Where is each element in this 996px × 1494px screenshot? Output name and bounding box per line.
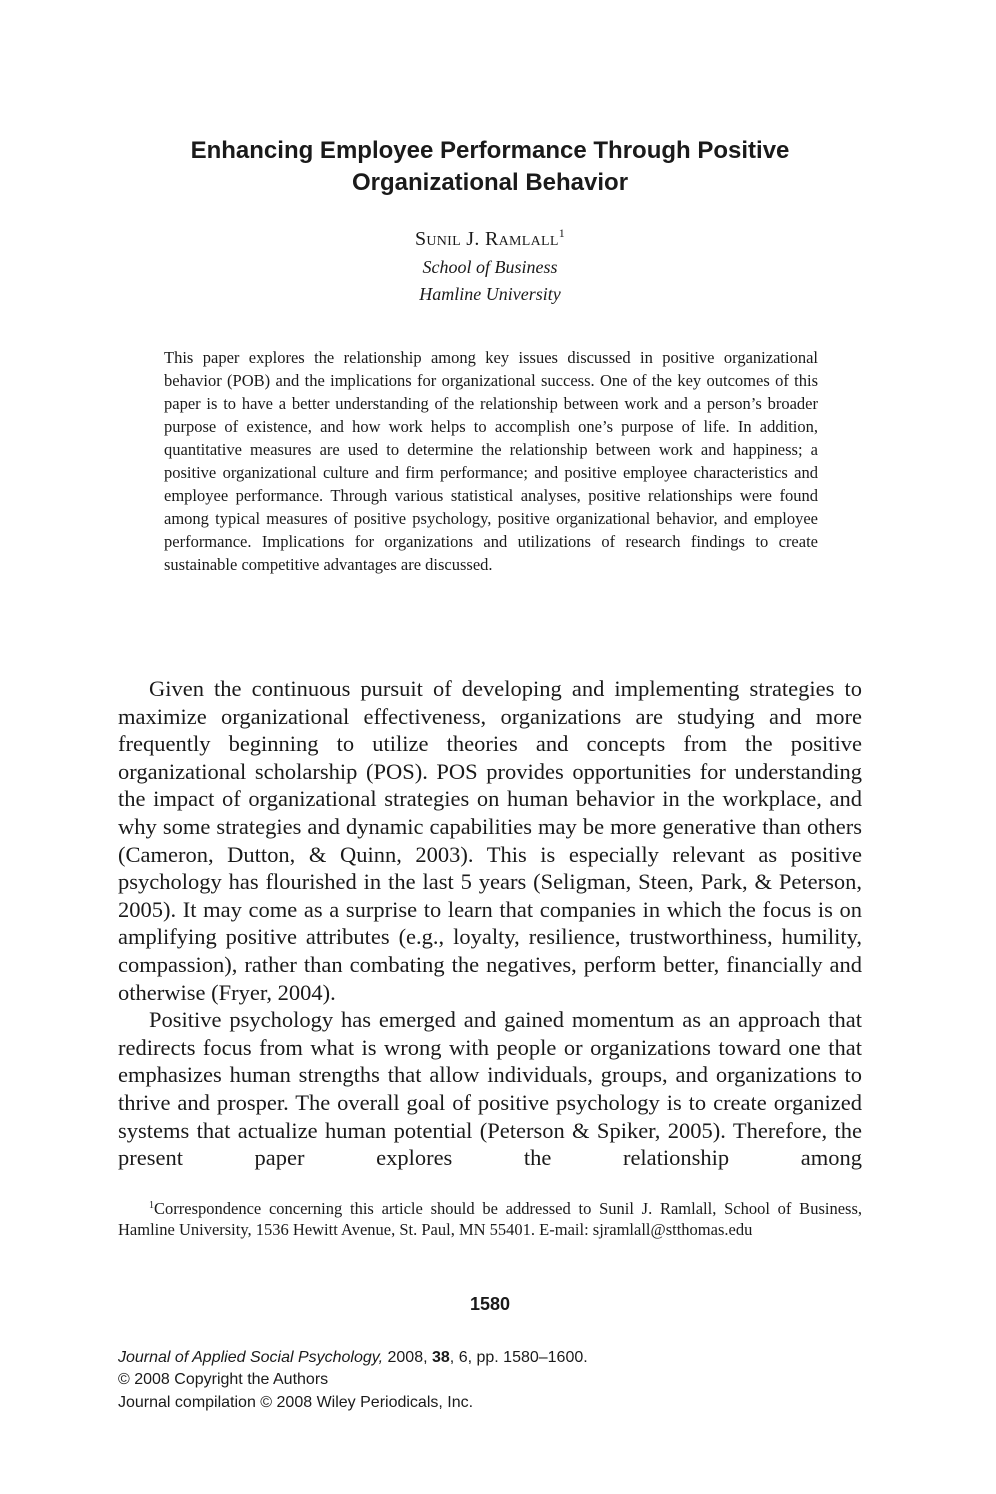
author-school: School of Business [422,257,558,277]
journal-name: Journal of Applied Social Psychology, [118,1349,384,1366]
paper-title-line-1: Enhancing Employee Performance Through Positive [190,137,790,164]
footnote-text: Correspondence concerning this article should be addressed to Sunil J. Ramlall, School of Business, Hamline University, 1536 Hewitt Avenue, St. Paul, MN 55401. E-mail: sjramlall@stthomas.edu [118,1199,862,1239]
author-name: Sunil J. Ramlall [414,228,559,250]
body-text [118,675,862,1172]
body-paragraph-1: Given the continuous pursuit of developing and implementing strategies to maximize organizational effectiveness, organizations are studying and more frequently beginning to utilize theories and concepts from the positive organizational scholarship (POS). POS provides opportunities for understanding the impact of organizational strategies on human behavior in the workplace, and why some strategies and dynamic capabilities may be more generative than others (Cameron, Dutton, & Quinn, 2003). This is especially relevant as positive psychology has flourished in the last 5 years (Seligman, Steen, Park, & Peterson, 2005). It may come as a surprise to learn that companies in which the focus is on amplifying positive attributes (e.g., loyalty, resilience, trustworthiness, humility, compassion), rather than combating the negatives, perform better, financially and otherwise (Fryer, 2004). [118,676,862,1005]
compilation-line: Journal compilation © 2008 Wiley Periodicals, Inc. [118,1394,474,1411]
body-paragraph-2: Positive psychology has emerged and gained momentum as an approach that redirects focus from what is wrong with people or organizations toward one that emphasizes human strengths that allow individuals, groups, and organizations to thrive and prosper. The overall goal of positive psychology is to create organized systems that actualize human potential (Peterson & Spiker, 2005). Therefore, the present paper explores the relationship among [118,1007,862,1171]
paper-title-line-2: Organizational Behavior [351,169,629,196]
footnote [118,1198,862,1240]
abstract: This paper explores the relationship among key issues discussed in positive organizational behavior (POB) and the implications for organizational success. One of the key outcomes of this paper is to have a better understanding of the relationship between work and a person’s broader purpose of existence, and how work helps to accomplish one’s purpose of life. In addition, quantitative measures are used to determine the relationship between work and happiness; a positive organizational culture and firm performance; and positive employee characteristics and employee performance. Through various statistical analyses, positive relationships were found among typical measures of positive psychology, positive organizational behavior, and employee performance. Implications for organizations and utilizations of research findings to create sustainable competitive advantages are discussed. [164,348,818,574]
author-line [118,226,862,253]
paper-title [118,135,862,199]
journal-volume: 38 [432,1349,450,1366]
page-number: 1580 [469,1294,511,1314]
copyright-line: © 2008 Copyright the Authors [118,1371,329,1388]
journal-issue-pages: , 6, pp. 1580–1600. [449,1349,588,1366]
journal-citation [118,1346,862,1370]
author-footnote-mark: 1 [558,226,566,240]
journal-year: 2008, [387,1349,428,1366]
footnote-mark: 1 [149,1200,154,1211]
author-university: Hamline University [419,284,561,304]
